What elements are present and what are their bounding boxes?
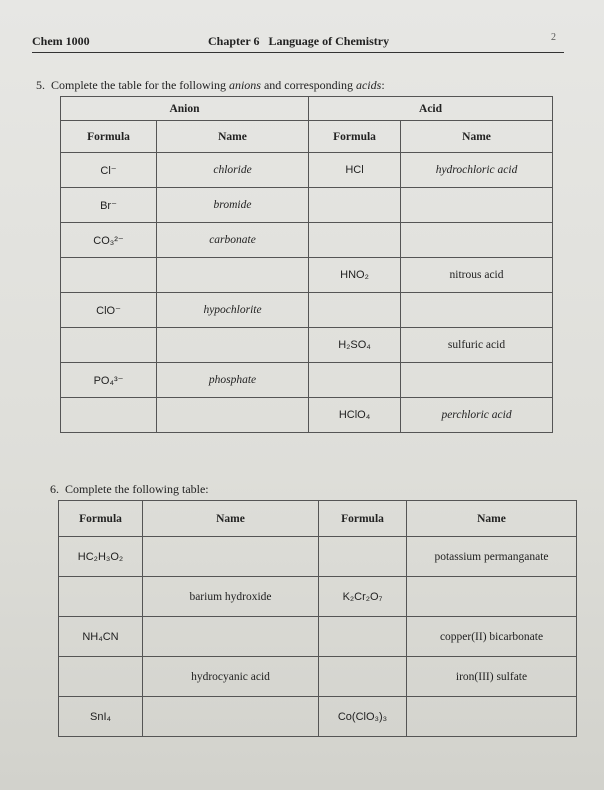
acid-name-cell[interactable]: nitrous acid	[401, 258, 553, 293]
anion-name-cell[interactable]: chloride	[157, 153, 309, 188]
anion-formula-cell[interactable]: Cl⁻	[61, 153, 157, 188]
table-row	[59, 577, 577, 617]
anion-name-cell[interactable]: hypochlorite	[157, 293, 309, 328]
formula-cell-2[interactable]	[319, 617, 407, 657]
anion-name-cell[interactable]	[157, 258, 309, 293]
acid-name-cell[interactable]	[401, 293, 553, 328]
name-header-1: Name	[143, 501, 319, 537]
anion-name-cell[interactable]	[157, 328, 309, 363]
anion-formula-cell[interactable]: Br⁻	[61, 188, 157, 223]
formula-name-table	[58, 500, 577, 737]
anion-name-cell[interactable]: phosphate	[157, 363, 309, 398]
acid-formula-cell[interactable]: H₂SO₄	[309, 328, 401, 363]
table-row	[59, 697, 577, 737]
formula-cell-2[interactable]: Co(ClO₃)₃	[319, 697, 407, 737]
question-5-prompt	[36, 78, 385, 93]
table-row	[61, 363, 553, 398]
q5-prompt-acids: acids	[355, 78, 382, 92]
table-row	[59, 657, 577, 697]
page-header	[32, 30, 564, 53]
name-cell-2[interactable]: potassium permanganate	[407, 537, 577, 577]
name-cell-2[interactable]: copper(II) bicarbonate	[407, 617, 577, 657]
course-title: Chem 1000	[32, 34, 90, 48]
anion-formula-cell[interactable]	[61, 398, 157, 433]
name-header-2: Name	[407, 501, 577, 537]
table-row	[61, 153, 553, 188]
formula-cell-1[interactable]: SnI₄	[59, 697, 143, 737]
anion-formula-header: Formula	[61, 121, 157, 153]
formula-cell-2[interactable]	[319, 657, 407, 697]
anion-formula-cell[interactable]: CO₃²⁻	[61, 223, 157, 258]
chapter-title: Chapter 6 Language of Chemistry	[208, 34, 390, 48]
formula-cell-1[interactable]	[59, 657, 143, 697]
acid-name-cell[interactable]: hydrochloric acid	[401, 153, 553, 188]
anion-formula-cell[interactable]	[61, 328, 157, 363]
table-row	[61, 188, 553, 223]
acid-formula-cell[interactable]	[309, 363, 401, 398]
anion-formula-cell[interactable]	[61, 258, 157, 293]
acid-formula-header: Formula	[309, 121, 401, 153]
table-row	[61, 258, 553, 293]
acid-name-header: Name	[401, 121, 553, 153]
acid-group-header: Acid	[309, 97, 553, 121]
q6-prompt-text: Complete the following table:	[65, 482, 209, 496]
acid-name-cell[interactable]	[401, 223, 553, 258]
name-cell-1[interactable]	[143, 617, 319, 657]
table-row	[59, 537, 577, 577]
table-row	[61, 398, 553, 433]
name-cell-2[interactable]	[407, 577, 577, 617]
name-cell-1[interactable]	[143, 697, 319, 737]
name-cell-2[interactable]	[407, 697, 577, 737]
name-cell-1[interactable]	[143, 537, 319, 577]
name-cell-2[interactable]: iron(III) sulfate	[407, 657, 577, 697]
q5-prompt-start: Complete the table for the following	[51, 78, 229, 92]
acid-formula-cell[interactable]	[309, 293, 401, 328]
formula-cell-2[interactable]: K₂Cr₂O₇	[319, 577, 407, 617]
table-row	[59, 617, 577, 657]
acid-formula-cell[interactable]: HCl	[309, 153, 401, 188]
page-number: 2	[551, 32, 556, 43]
anion-formula-cell[interactable]: PO₄³⁻	[61, 363, 157, 398]
name-cell-1[interactable]: hydrocyanic acid	[143, 657, 319, 697]
acid-name-cell[interactable]	[401, 363, 553, 398]
anion-name-cell[interactable]: bromide	[157, 188, 309, 223]
q5-prompt-end: :	[381, 78, 385, 92]
anion-name-cell[interactable]	[157, 398, 309, 433]
acid-formula-cell[interactable]: HNO₂	[309, 258, 401, 293]
acid-formula-cell[interactable]: HClO₄	[309, 398, 401, 433]
acid-formula-cell[interactable]	[309, 223, 401, 258]
acid-name-cell[interactable]: sulfuric acid	[401, 328, 553, 363]
acid-formula-cell[interactable]	[309, 188, 401, 223]
question-5-number: 5.	[36, 78, 45, 92]
question-6-number: 6.	[50, 482, 59, 496]
q5-prompt-anions: anions	[228, 78, 261, 92]
anion-name-cell[interactable]: carbonate	[157, 223, 309, 258]
acid-name-cell[interactable]	[401, 188, 553, 223]
question-6-prompt	[50, 482, 209, 497]
acid-name-cell[interactable]: perchloric acid	[401, 398, 553, 433]
formula-cell-1[interactable]: NH₄CN	[59, 617, 143, 657]
formula-cell-1[interactable]: HC₂H₃O₂	[59, 537, 143, 577]
q5-prompt-mid: and corresponding	[260, 78, 356, 92]
table-row	[61, 293, 553, 328]
formula-header-1: Formula	[59, 501, 143, 537]
table-row	[61, 328, 553, 363]
table-row	[61, 223, 553, 258]
formula-header-2: Formula	[319, 501, 407, 537]
anion-formula-cell[interactable]: ClO⁻	[61, 293, 157, 328]
anion-group-header: Anion	[61, 97, 309, 121]
anion-acid-table	[60, 96, 553, 433]
name-cell-1[interactable]: barium hydroxide	[143, 577, 319, 617]
formula-cell-1[interactable]	[59, 577, 143, 617]
anion-name-header: Name	[157, 121, 309, 153]
formula-cell-2[interactable]	[319, 537, 407, 577]
